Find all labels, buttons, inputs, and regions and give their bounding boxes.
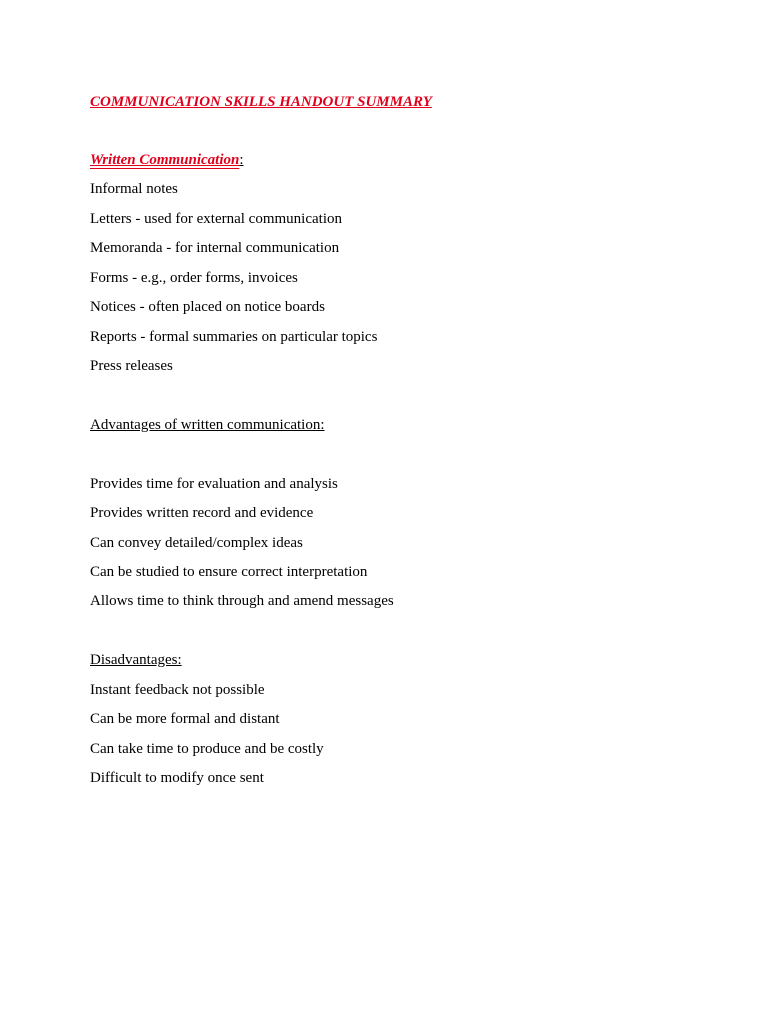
list-item: Provides time for evaluation and analysis: [90, 476, 338, 492]
written-communication-heading: [90, 151, 244, 169]
list-item: Instant feedback not possible: [90, 682, 265, 698]
list-item: Provides written record and evidence: [90, 505, 314, 521]
list-item: Can be more formal and distant: [90, 711, 280, 727]
list-item: Can take time to produce and be costly: [90, 741, 324, 757]
list-item: Can convey detailed/complex ideas: [90, 535, 303, 551]
list-item: Letters - used for external communication: [90, 211, 342, 227]
list-item: Forms - e.g., order forms, invoices: [90, 270, 298, 286]
advantages-heading: Advantages of written communication:: [90, 417, 325, 433]
document-title: COMMUNICATION SKILLS HANDOUT SUMMARY: [90, 94, 432, 110]
list-item: Informal notes: [90, 181, 178, 197]
list-item: Press releases: [90, 358, 173, 374]
list-item: Can be studied to ensure correct interpretation: [90, 564, 368, 580]
heading-colon: :: [239, 152, 244, 168]
disadvantages-heading: Disadvantages:: [90, 652, 182, 668]
list-item: Allows time to think through and amend messages: [90, 593, 394, 609]
list-item: Difficult to modify once sent: [90, 770, 264, 786]
written-communication-heading-text: Written Communication: [90, 152, 240, 168]
list-item: Reports - formal summaries on particular topics: [90, 329, 378, 345]
list-item: Notices - often placed on notice boards: [90, 299, 325, 315]
list-item: Memoranda - for internal communication: [90, 240, 340, 256]
